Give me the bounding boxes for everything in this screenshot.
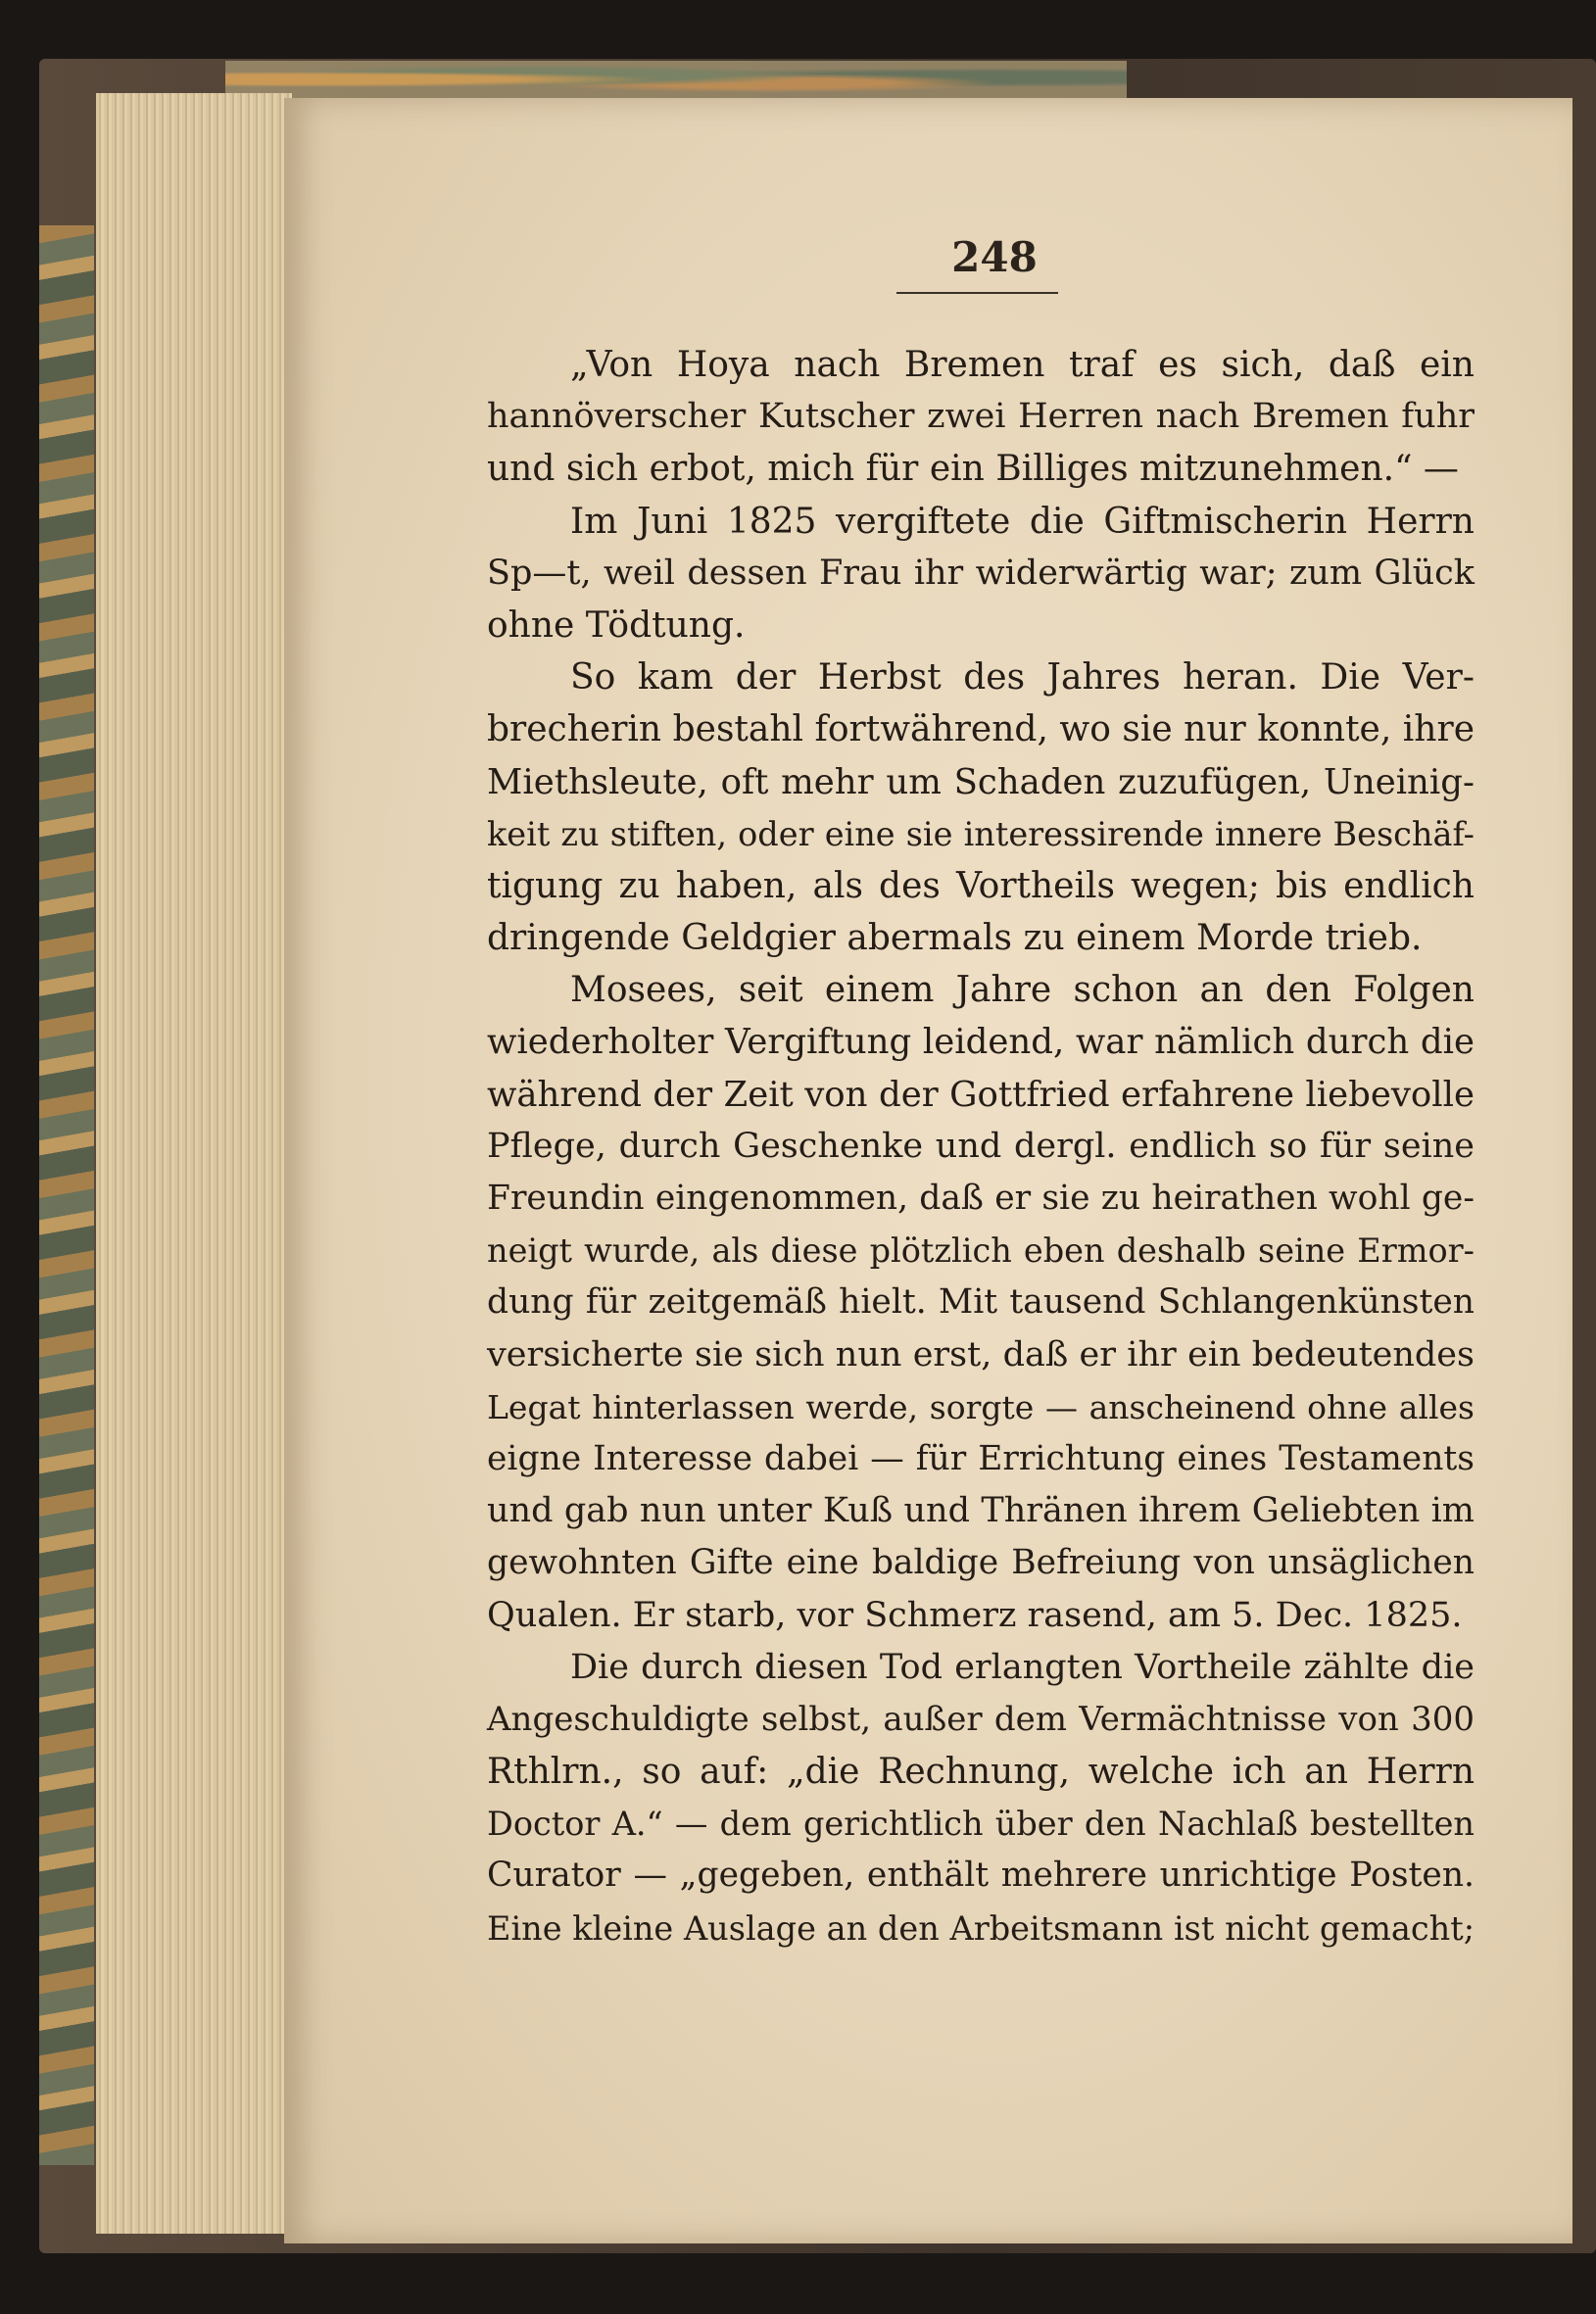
text-line: So kam der Herbst des Jahres heran. Die Ver- [570, 657, 1475, 699]
text-line: Miethsleute, oft mehr um Schaden zuzufügen, Uneinig- [487, 761, 1475, 802]
text-line: eigne Interesse dabei — für Errichtung eines Testaments [487, 1438, 1475, 1478]
text-line: dung für zeitgemäß hielt. Mit tausend Schlangenkünsten [487, 1282, 1475, 1323]
text-line: Angeschuldigte selbst, außer dem Vermächtnisse von 300 [487, 1699, 1475, 1739]
text-line: keit zu stiften, oder eine sie interessirende innere Beschäf- [487, 814, 1475, 853]
page-number-rule [896, 292, 1058, 294]
text-line: Rthlrn., so auf: „die Rechnung, welche ich an Herrn [487, 1752, 1475, 1793]
text-line: Eine kleine Auslage an den Arbeitsmann ist nicht gemacht; [487, 1908, 1475, 1948]
text-line: Mosees, seit einem Jahre schon an den Folgen [570, 970, 1475, 1011]
text-line: während der Zeit von der Gottfried erfahrene liebevolle [487, 1074, 1475, 1115]
text-line: brecherin bestahl fortwährend, wo sie nur konnte, ihre [487, 709, 1475, 750]
page-number: 248 [951, 233, 1038, 281]
text-line: Curator — „gegeben, enthält mehrere unrichtige Posten. [487, 1856, 1475, 1896]
text-line: Legat hinterlassen werde, sorgte — anscheinend ohne alles [487, 1387, 1475, 1426]
text-line: dringende Geldgier abermals zu einem Morde trieb. [487, 918, 1423, 959]
text-line: „Von Hoya nach Bremen traf es sich, daß ein [570, 345, 1475, 385]
text-line: Qualen. Er starb, vor Schmerz rasend, am 5. Dec. 1825. [487, 1595, 1463, 1635]
text-line: Sp—t, weil dessen Frau ihr widerwärtig war; zum Glück [487, 553, 1475, 593]
marbled-edge-top [225, 61, 1127, 98]
marbled-edge-left [39, 225, 94, 2165]
text-line: versicherte sie sich nun erst, daß er ihr ein bedeutendes [487, 1334, 1475, 1374]
text-line: gewohnten Gifte eine baldige Befreiung von unsäglichen [487, 1543, 1475, 1583]
text-line: und sich erbot, mich für ein Billiges mitzunehmen.“ — [487, 449, 1459, 490]
body-text [487, 339, 1475, 1954]
text-line: ohne Tödtung. [487, 604, 746, 646]
text-line: Im Juni 1825 vergiftete die Giftmischerin Herrn [570, 501, 1475, 542]
text-line: neigt wurde, als diese plötzlich eben deshalb seine Ermor- [487, 1231, 1475, 1271]
text-line: Freundin eingenommen, daß er sie zu heirathen wohl ge- [487, 1179, 1475, 1218]
text-line: wiederholter Vergiftung leidend, war nämlich durch die [487, 1022, 1475, 1063]
text-line: Die durch diesen Tod erlangten Vortheile zählte die [570, 1647, 1475, 1687]
text-line: hannöverscher Kutscher zwei Herren nach Bremen fuhr [487, 397, 1475, 437]
text-line: Doctor A.“ — dem gerichtlich über den Nachlaß bestellten [487, 1805, 1475, 1844]
page-stack-edges [96, 93, 292, 2234]
text-line: Pflege, durch Geschenke und dergl. endlich so für seine [487, 1126, 1475, 1166]
text-line: und gab nun unter Kuß und Thränen ihrem Geliebten im [487, 1491, 1475, 1531]
text-line: tigung zu haben, als des Vortheils wegen; bis endlich [487, 865, 1475, 906]
